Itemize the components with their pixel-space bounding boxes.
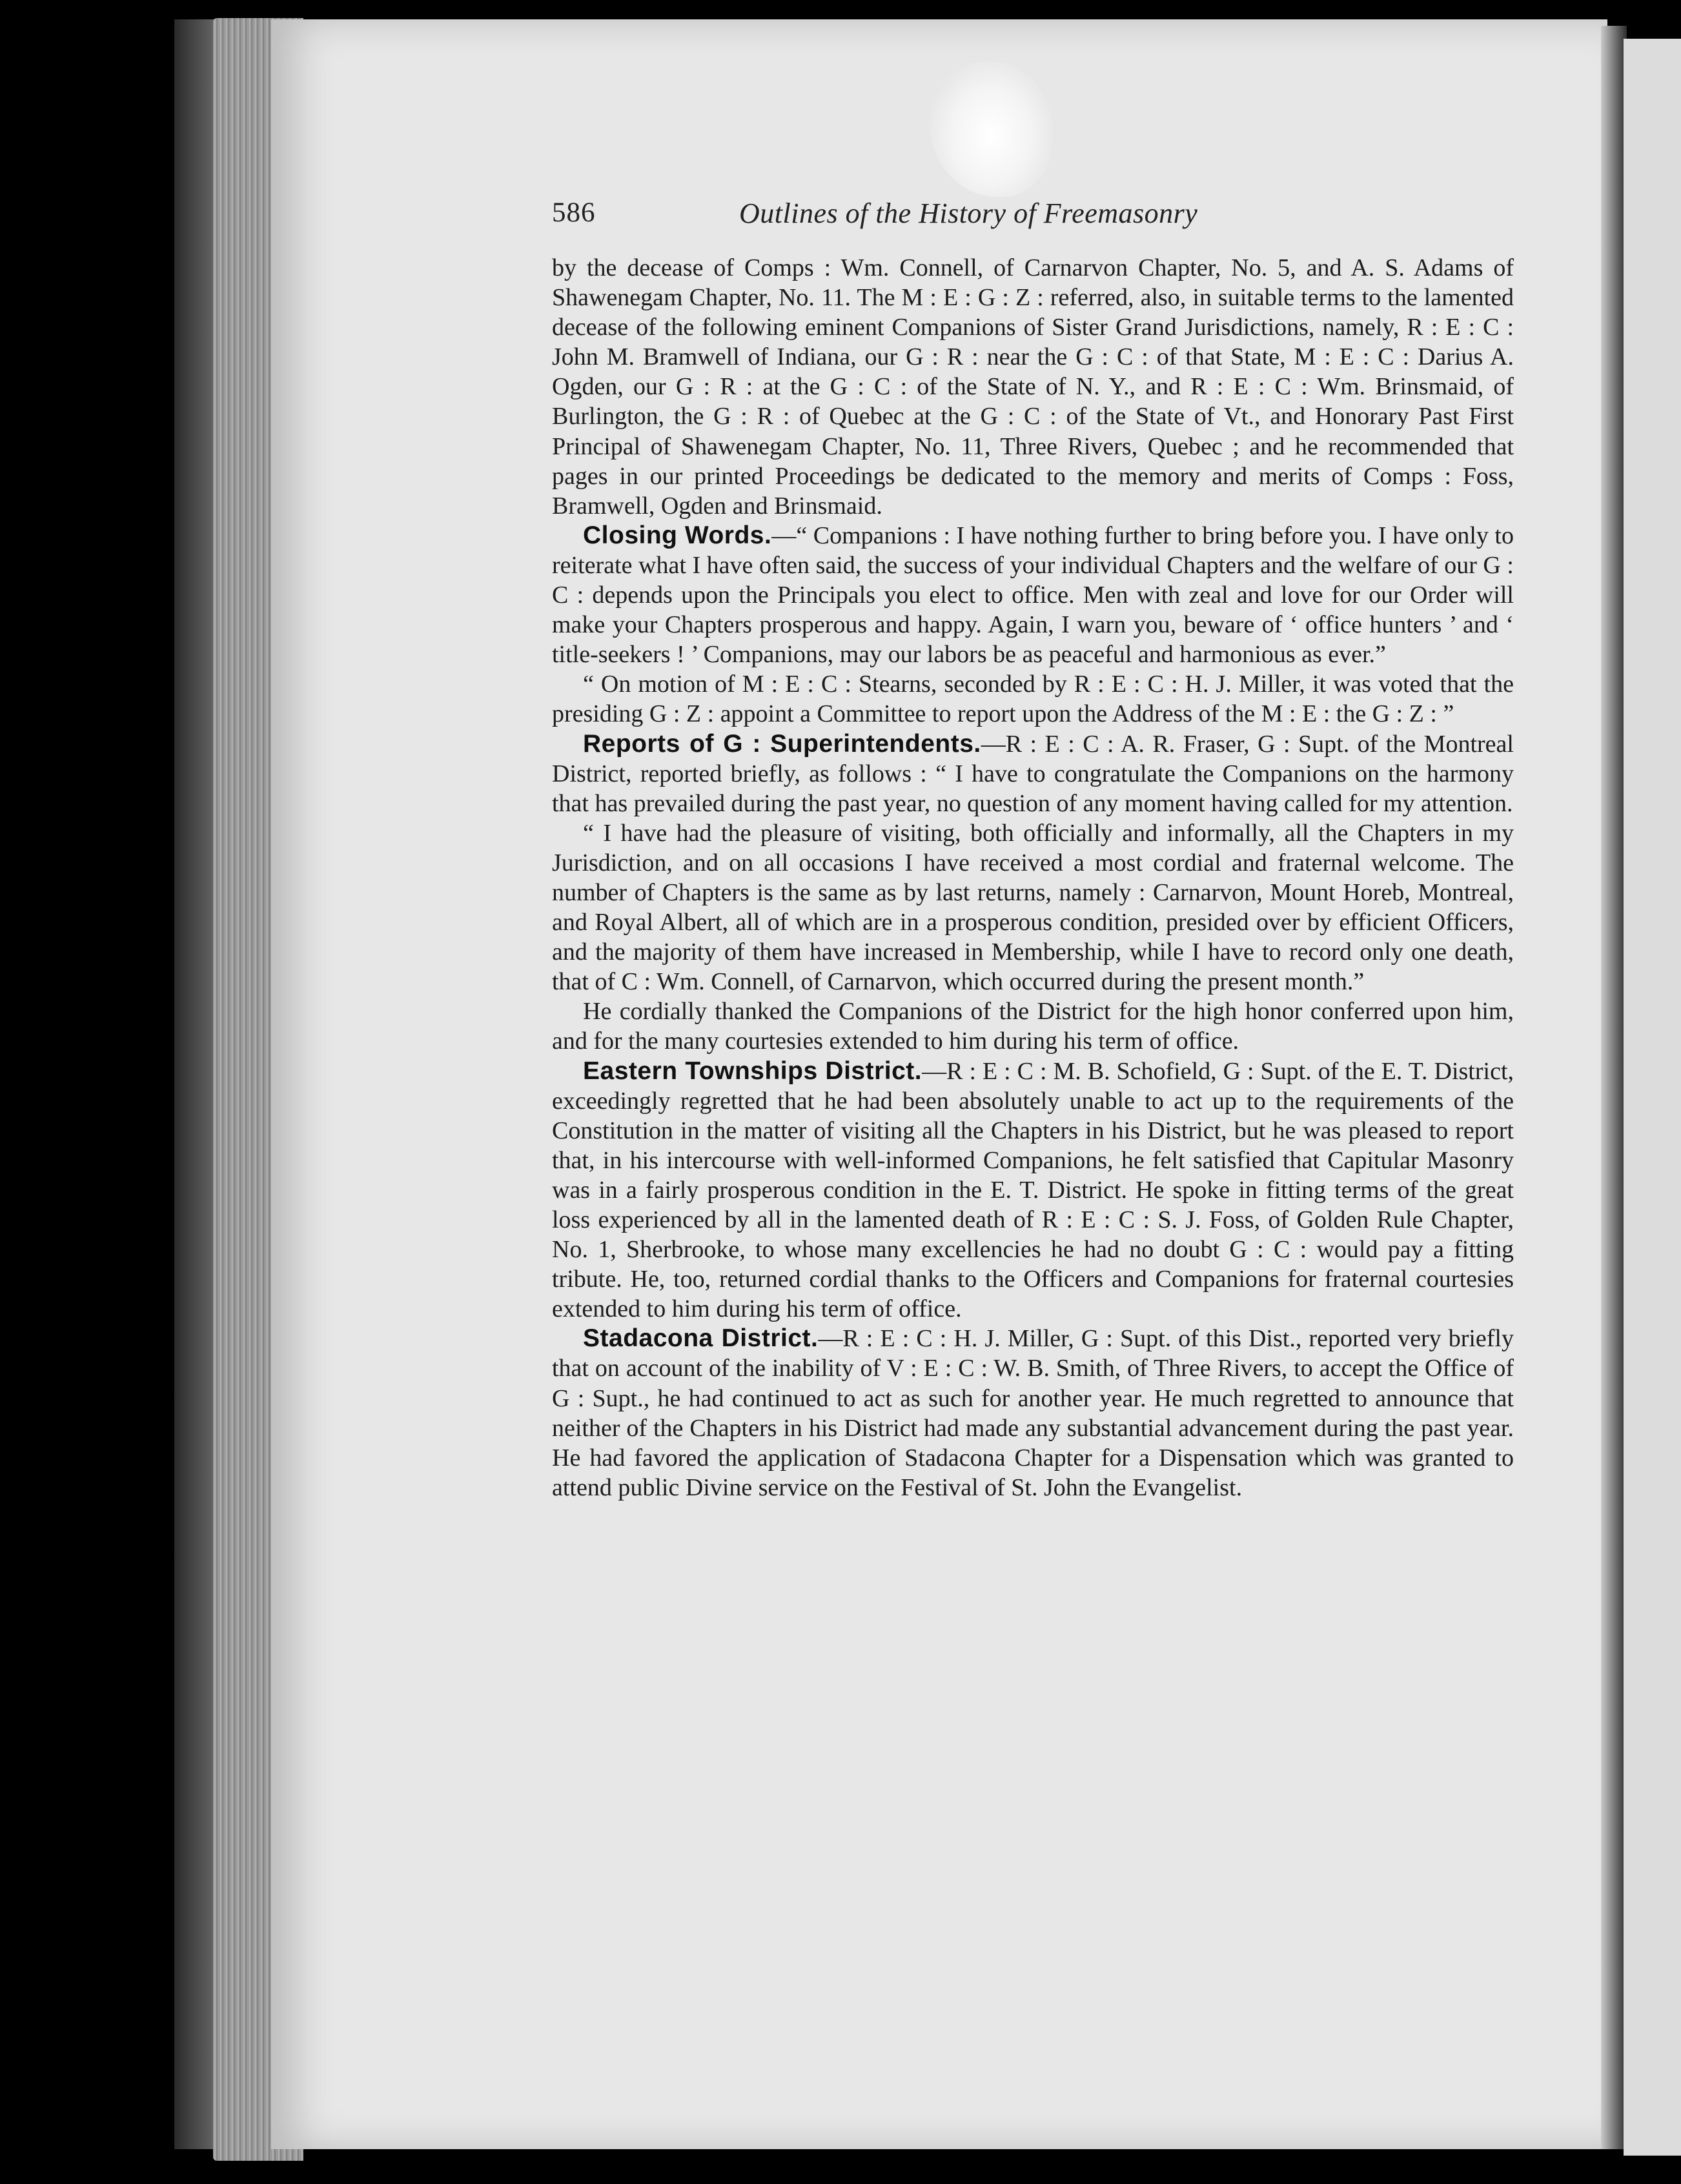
section-heading-closing-words: Closing Words. xyxy=(583,521,772,549)
closing-words-text: —“ Companions : I have nothing further to bring before you. I have only to reiterate what I have often said, the success of your individual Chapters and the welfare of our G : C : depends upon the Principals you elect to office. Men with zeal and love for our Order will make your Chapters prosperous and happy. Again, I warn you, beware of ‘ office hunters ’ and ‘ title-seekers ! ’ Companions, may our labors be as peaceful and harmonious as ever.” xyxy=(552,521,1514,669)
reports-text: —R : E : C : A. R. Fraser, G : Supt. of the Montreal District, reported briefly, as follows : “ I have to congratulate the Companions on the harmony that has prevailed during the past year, no question of any moment having called for my attention. xyxy=(552,730,1514,817)
paragraph-eastern-townships xyxy=(552,1057,1514,1324)
paragraph-stadacona xyxy=(552,1324,1514,1502)
paragraph-reports xyxy=(552,729,1514,818)
body-text xyxy=(552,253,1514,1502)
paragraph-visiting: “ I have had the pleasure of visiting, both officially and informally, all the Chapters in my Jurisdiction, and on all occasions I have received a most cordial and fraternal welcome. The number of Chapters is the same as by last returns, namely : Carnarvon, Mount Horeb, Montreal, and Royal Albert, all of which are in a prosperous condition, presided over by efficient Officers, and the majority of them have increased in Membership, while I have to record only one death, that of C : Wm. Connell, of Carnarvon, which occurred during the present month.” xyxy=(552,819,1514,996)
paragraph-motion: “ On motion of M : E : C : Stearns, seconded by R : E : C : H. J. Miller, it was voted that the presiding G : Z : appoint a Committee to report upon the Address of the M : E : the G : Z : ” xyxy=(552,671,1514,728)
section-heading-reports: Reports of G : Superintendents. xyxy=(583,729,981,758)
paragraph-thanked: He cordially thanked the Companions of the District for the high honor conferred upon him, and for the many courtesies extended to him during his term of office. xyxy=(552,998,1514,1055)
running-title: Outlines of the History of Freemasonry xyxy=(739,197,1198,229)
paragraph-closing-words xyxy=(552,521,1514,669)
stadacona-text: —R : E : C : H. J. Miller, G : Supt. of this Dist., reported very briefly that on account of the inability of V : E : C : W. B. Smith, of Three Rivers, to accept the Office of G : Supt., he had continued to act as such for another year. He much regretted to announce that neither of the Chapters in his District had made any substantial advancement during the past year. He had favored the application of Stadacona Chapter for a Dispensation which was granted to attend public Divine service on the Festival of St. John the Evangelist. xyxy=(552,1325,1514,1501)
running-header xyxy=(552,197,1304,236)
page-number: 586 xyxy=(552,197,596,228)
eastern-townships-text: —R : E : C : M. B. Schofield, G : Supt. of the E. T. District, exceedingly regretted that he had been absolutely unable to act up to the requirements of the Constitution in the matter of visiting all the Chapters in his District, but he was pleased to report that, in his intercourse with well-informed Companions, he felt satisfied that Capitular Masonry was in a fairly prosperous condition in the E. T. District. He spoke in fitting terms of the great loss experienced by all in the lamented death of R : E : C : S. J. Foss, of Golden Rule Chapter, No. 1, Sherbrooke, to whose many excellencies he had no doubt G : C : would pay a fitting tribute. He, too, returned cordial thanks to the Officers and Companions for fraternal courtesies extended to him during his term of office. xyxy=(552,1057,1514,1323)
book-gutter xyxy=(1601,26,1627,2149)
section-heading-stadacona: Stadacona District. xyxy=(583,1324,819,1353)
paragraph-decease: by the decease of Comps : Wm. Connell, of Carnarvon Chapter, No. 5, and A. S. Adams of Shawenegam Chapter, No. 11. The M : E : G : Z : referred, also, in suitable terms to the lamented decease of the following eminent Companions of Sister Grand Jurisdictions, namely, R : E : C : John M. Bramwell of Indiana, our G : R : near the G : C : of that State, M : E : C : Darius A. Ogden, our G : R : at the G : C : of the State of N. Y., and R : E : C : Wm. Brinsmaid, of Burlington, the G : R : of Quebec at the G : C : of the State of Vt., and Honorary Past First Principal of Shawenegam Chapter, No. 11, Three Rivers, Quebec ; and he recommended that pages in our printed Proceedings be dedicated to the memory and merits of Comps : Foss, Bramwell, Ogden and Brinsmaid. xyxy=(552,254,1514,520)
section-heading-eastern-townships: Eastern Townships District. xyxy=(583,1057,922,1085)
facing-page-edge xyxy=(1624,39,1681,2156)
